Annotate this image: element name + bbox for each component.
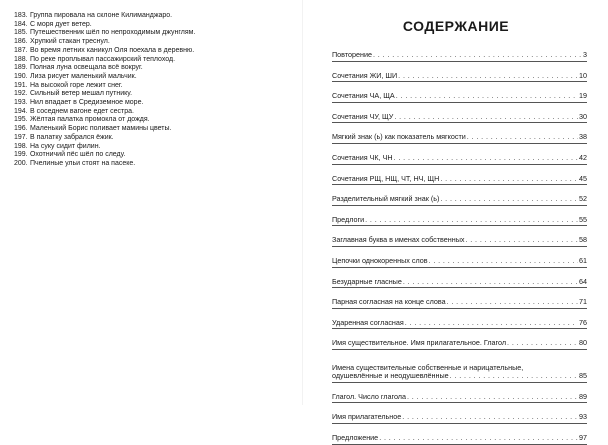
dot-leader — [407, 393, 578, 402]
sentence-item — [14, 90, 195, 99]
sentence-text: В палатку забрался ёжик. — [30, 133, 114, 141]
sentence-item — [14, 12, 195, 21]
sentence-number: 192. — [14, 90, 28, 98]
sentence-number: 197. — [14, 133, 28, 141]
sentence-item — [14, 125, 195, 134]
sentence-text: Лиза рисует маленький мальчик. — [30, 72, 137, 80]
sentence-text: Сильный ветер мешал путнику. — [30, 90, 133, 98]
sentence-text: Группа пировала на склоне Килиманджаро. — [30, 12, 173, 19]
toc-entry-title: Сочетания РЩ, НЩ, ЧТ, НЧ, ЩН — [332, 173, 440, 183]
toc-entry[interactable] — [332, 206, 587, 227]
toc-page-number: 10 — [579, 70, 587, 80]
sentence-number: 194. — [14, 107, 28, 115]
right-page — [304, 0, 608, 443]
toc-page-number: 55 — [579, 214, 587, 224]
sentence-item — [14, 160, 195, 169]
sentence-number: 184. — [14, 20, 28, 28]
toc-page-number: 42 — [579, 152, 587, 162]
toc-entry[interactable] — [332, 424, 587, 445]
sentence-number: 196. — [14, 125, 28, 133]
sentence-item — [14, 29, 195, 38]
sentence-number: 189. — [14, 64, 28, 72]
sentence-number: 186. — [14, 38, 28, 46]
dot-leader — [396, 92, 578, 101]
sentence-text: Охотничий пёс шёл по следу. — [30, 151, 126, 159]
dot-leader — [447, 298, 578, 307]
toc-entry-title: Парная согласная на конце слова — [332, 297, 446, 307]
toc-entry-title: Заглавная буква в именах собственных — [332, 235, 465, 245]
sentence-number: 187. — [14, 46, 28, 54]
toc-page-number: 19 — [579, 91, 587, 101]
sentence-list — [14, 12, 195, 169]
toc-entry[interactable] — [332, 288, 587, 309]
sentence-number: 195. — [14, 116, 28, 124]
sentence-item — [14, 38, 195, 47]
toc-entry-title: Имена существительные собственные и нарицательные, — [332, 362, 524, 372]
toc-entry-title: Глагол. Число глагола — [332, 391, 406, 401]
toc-page-number: 85 — [579, 371, 587, 381]
dot-leader — [379, 434, 578, 443]
toc-page-number: 64 — [579, 276, 587, 286]
toc-entry-title: Сочетания ЧА, ЩА — [332, 91, 395, 101]
dot-leader — [365, 216, 578, 225]
sentence-text: С моря дует ветер. — [30, 20, 92, 28]
toc-page-number: 71 — [579, 297, 587, 307]
toc-page-number: 3 — [583, 50, 587, 59]
dot-leader — [440, 175, 578, 184]
toc-entry[interactable] — [332, 185, 587, 206]
sentence-text: Хрупкий стакан треснул. — [30, 38, 110, 46]
sentence-text: На суку сидит филин. — [30, 142, 101, 150]
toc-entry[interactable] — [332, 226, 587, 247]
left-page — [0, 0, 300, 405]
dot-leader — [373, 51, 582, 60]
toc-entry-title: Цепочки однокоренных слов — [332, 255, 428, 265]
toc-entry-title: Сочетания ЖИ, ШИ — [332, 70, 398, 80]
toc-entry-title: Имя прилагательное — [332, 412, 402, 422]
sentence-number: 198. — [14, 142, 28, 150]
toc-entry[interactable] — [332, 103, 587, 124]
sentence-number: 183. — [14, 12, 28, 19]
sentence-text: Пчелиные ульи стоят на пасеке. — [30, 159, 136, 167]
toc-page-number: 89 — [579, 391, 587, 401]
sentence-text: Полная луна освещала всё вокруг. — [30, 64, 143, 72]
sentence-text: На высокой горе лежит снег. — [30, 81, 123, 89]
page-gutter — [302, 0, 303, 405]
sentence-number: 200. — [14, 159, 28, 167]
sentence-number: 199. — [14, 151, 28, 159]
toc-page-number: 76 — [579, 317, 587, 327]
dot-leader — [394, 113, 578, 122]
toc-entry-title: Сочетания ЧУ, ЩУ — [332, 111, 394, 121]
sentence-text: Во время летних каникул Оля поехала в деревню. — [30, 46, 195, 54]
toc-entry[interactable] — [332, 247, 587, 268]
dot-leader — [465, 236, 578, 245]
sentence-item — [14, 64, 195, 73]
sentence-item — [14, 21, 195, 30]
sentence-item — [14, 47, 195, 56]
toc-entry[interactable] — [332, 123, 587, 144]
sentence-item — [14, 143, 195, 152]
sentence-text: Нил впадает в Средиземное море. — [30, 99, 144, 107]
dot-leader — [402, 413, 578, 422]
toc-page-number: 58 — [579, 235, 587, 245]
toc-entry[interactable] — [332, 144, 587, 165]
toc-title: СОДЕРЖАНИЕ — [402, 18, 510, 34]
toc-entry-title: Мягкий знак (ь) как показатель мягкости — [332, 132, 466, 142]
toc-entry-title: Разделительный мягкий знак (ь) — [332, 194, 440, 204]
sentence-item — [14, 56, 195, 65]
sentence-item — [14, 116, 195, 125]
table-of-contents — [332, 41, 587, 445]
sentence-number: 191. — [14, 81, 28, 89]
toc-page-number: 93 — [579, 412, 587, 422]
sentence-text: Маленький Борис поливает мамины цветы. — [30, 125, 172, 133]
toc-page-number: 61 — [579, 255, 587, 265]
sentence-item — [14, 151, 195, 160]
toc-entry[interactable] — [332, 41, 587, 62]
sentence-text: По реке проплывал пассажирский теплоход. — [30, 55, 176, 63]
sentence-item — [14, 73, 195, 82]
sentence-text: Путешественник шёл по непроходимым джунглям. — [30, 29, 196, 37]
toc-entry-title: Предложение — [332, 433, 379, 443]
toc-entry[interactable] — [332, 309, 587, 330]
sentence-text: Жёлтая палатка промокла от дождя. — [30, 116, 150, 124]
sentence-number: 190. — [14, 72, 28, 80]
sentence-text: В соседнем вагоне едет сестра. — [30, 107, 134, 115]
dot-leader — [440, 195, 578, 204]
toc-entry-title: Безударные гласные — [332, 276, 402, 286]
toc-page-number: 52 — [579, 194, 587, 204]
dot-leader — [467, 133, 578, 142]
dot-leader — [403, 278, 578, 287]
dot-leader — [450, 372, 578, 381]
toc-page-number: 97 — [579, 433, 587, 443]
toc-entry-title: одушевлённые и неодушевлённые — [332, 371, 449, 381]
sentence-item — [14, 134, 195, 143]
toc-entry[interactable] — [332, 403, 587, 424]
toc-entry[interactable] — [332, 82, 587, 103]
dot-leader — [394, 154, 578, 163]
toc-entry[interactable] — [332, 268, 587, 289]
toc-page-number: 45 — [579, 173, 587, 183]
toc-entry-title: Имя существительное. Имя прилагательное. Глагол — [332, 338, 507, 348]
sentence-number: 188. — [14, 55, 28, 63]
sentence-number: 193. — [14, 99, 28, 107]
dot-leader — [398, 72, 578, 81]
sentence-item — [14, 99, 195, 108]
sentence-number: 185. — [14, 29, 28, 37]
toc-entry[interactable] — [332, 165, 587, 186]
toc-entry-title: Ударенная согласная — [332, 317, 404, 327]
sentence-item — [14, 108, 195, 117]
dot-leader — [405, 319, 578, 328]
toc-entry-title: Предлоги — [332, 214, 365, 224]
toc-page-number: 30 — [579, 111, 587, 121]
dot-leader — [507, 339, 578, 348]
toc-entry[interactable] — [332, 350, 587, 383]
toc-page-number: 80 — [579, 338, 587, 348]
toc-entry-title: Повторение — [332, 50, 373, 59]
toc-entry[interactable] — [332, 62, 587, 83]
toc-entry[interactable] — [332, 383, 587, 404]
dot-leader — [429, 257, 578, 266]
toc-entry-title: Сочетания ЧК, ЧН — [332, 152, 393, 162]
toc-page-number: 38 — [579, 132, 587, 142]
toc-entry[interactable] — [332, 329, 587, 350]
